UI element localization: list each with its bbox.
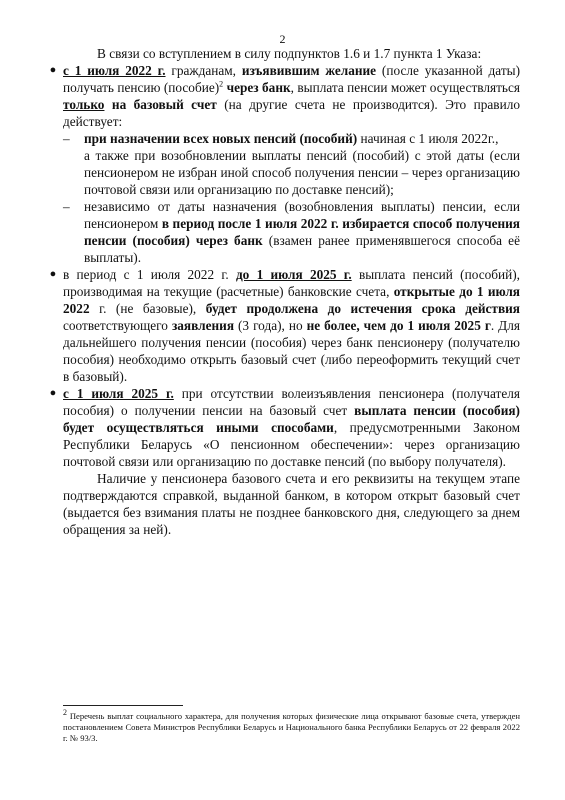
- sub-item-new-pensions: – при назначении всех новых пенсий (пособий) начиная с 1 июля 2022г., а также при возобновлении выплаты пенсий (пособий) с этой даты (если пенсионером не избран иной способ получения пенсии – через организацию почтовой связи или организацию по доставке пенсий);: [63, 131, 520, 197]
- sub-item-continuation: а также при возобновлении выплаты пенсий (пособий) с этой даты (если пенсионером не избран иной способ получения пенсии – через организацию почтовой связи или организацию по доставке пенсий);: [84, 148, 520, 197]
- bullet-icon: ●: [49, 387, 57, 399]
- date-2022: с 1 июля 2022 г.: [63, 63, 166, 78]
- bullet-icon: ●: [49, 64, 57, 76]
- intro-paragraph: В связи со вступлением в силу подпунктов 1.6 и 1.7 пункта 1 Указа:: [97, 46, 482, 61]
- sub-item-regardless-date: – независимо от даты назначения (возобновления выплаты) пенсии, если пенсионером в период после 1 июля 2022 г. избирается способ получения пенсии (пособия) через банк (взамен ранее применявшегося способа её выплаты).: [63, 199, 520, 265]
- footnote: [63, 708, 520, 744]
- list-item-2022-2025: ● в период с 1 июля 2022 г. до 1 июля 2025 г. выплата пенсий (пособий), производимая на текущие (расчетные) банковские счета, открытые до 1 июля 2022 г. (не базовые), будет продолжена до истечения срока действия соответствующего заявления (3 года), но не более, чем до 1 июля 2025 г. Для дальнейшего получения пенсии (пособия) через банк пенсионеру (получателю пособия) необходимо открыть базовый счет (либо переоформить текущий счет в базовый).: [49, 267, 521, 384]
- date-2025: с 1 июля 2025 г.: [63, 386, 174, 401]
- footnote-text: Перечень выплат социального характера, для получения которых физические лица открывают базовые счета, утвержден постановлением Совета Министров Республики Беларусь и Национального банка Республики Беларусь от 22 февраля 2022 г. № 93/3.: [63, 711, 520, 743]
- sub-list: [63, 130, 520, 266]
- footnote-mark: 2: [63, 708, 67, 718]
- footnote-divider: [63, 705, 183, 706]
- page-number: 2: [279, 32, 286, 46]
- list-item-2025: ● с 1 июля 2025 г. при отсутствии волеизъявления пенсионера (получателя пособия) о получении пенсии на базовый счет выплата пенсии (пособия) будет осуществляться иными способами, предусмотренными Законом Республики Беларусь «О пенсионном обеспечении»: через организацию почтовой связи или организацию по доставке пенсий (по выбору получателя).: [49, 386, 521, 469]
- footnote-ref: 2: [219, 79, 224, 89]
- bullet-list: [49, 62, 521, 470]
- document-body: [49, 45, 521, 538]
- bullet-icon: ●: [49, 268, 57, 280]
- closing-paragraph: Наличие у пенсионера базового счета и его реквизиты на текущем этапе подтверждаются справкой, выданной банком, в котором открыт базовый счет (выдается без взимания платы не позднее банковского дня, следующего за днем обращения за ней).: [63, 471, 520, 537]
- dash-icon: –: [63, 131, 70, 146]
- dash-icon: –: [63, 199, 70, 214]
- list-item-2022: ● с 1 июля 2022 г. гражданам, изъявившим желание (после указанной даты) получать пенсию (пособие)$^2$ через банк, выплата пенсии может осуществляться только на базовый счет (на другие счета не производится). Это правило действует: – при назначении всех новых пенсий (пособий) начиная с 1 июля 2022г., а также при возобновлении выплаты пенсий (пособий) с этой даты (если пенсионером не избран иной способ получения пенсии – через организацию почтовой связи или организацию по доставке пенсий); – независимо от даты назначения (возобновления выплаты) пенсии, если пенсионером в период после 1 июля 2022 г. избирается способ получения пенсии (пособия) через банк (взамен ранее применявшегося способа её выплаты).: [49, 63, 521, 265]
